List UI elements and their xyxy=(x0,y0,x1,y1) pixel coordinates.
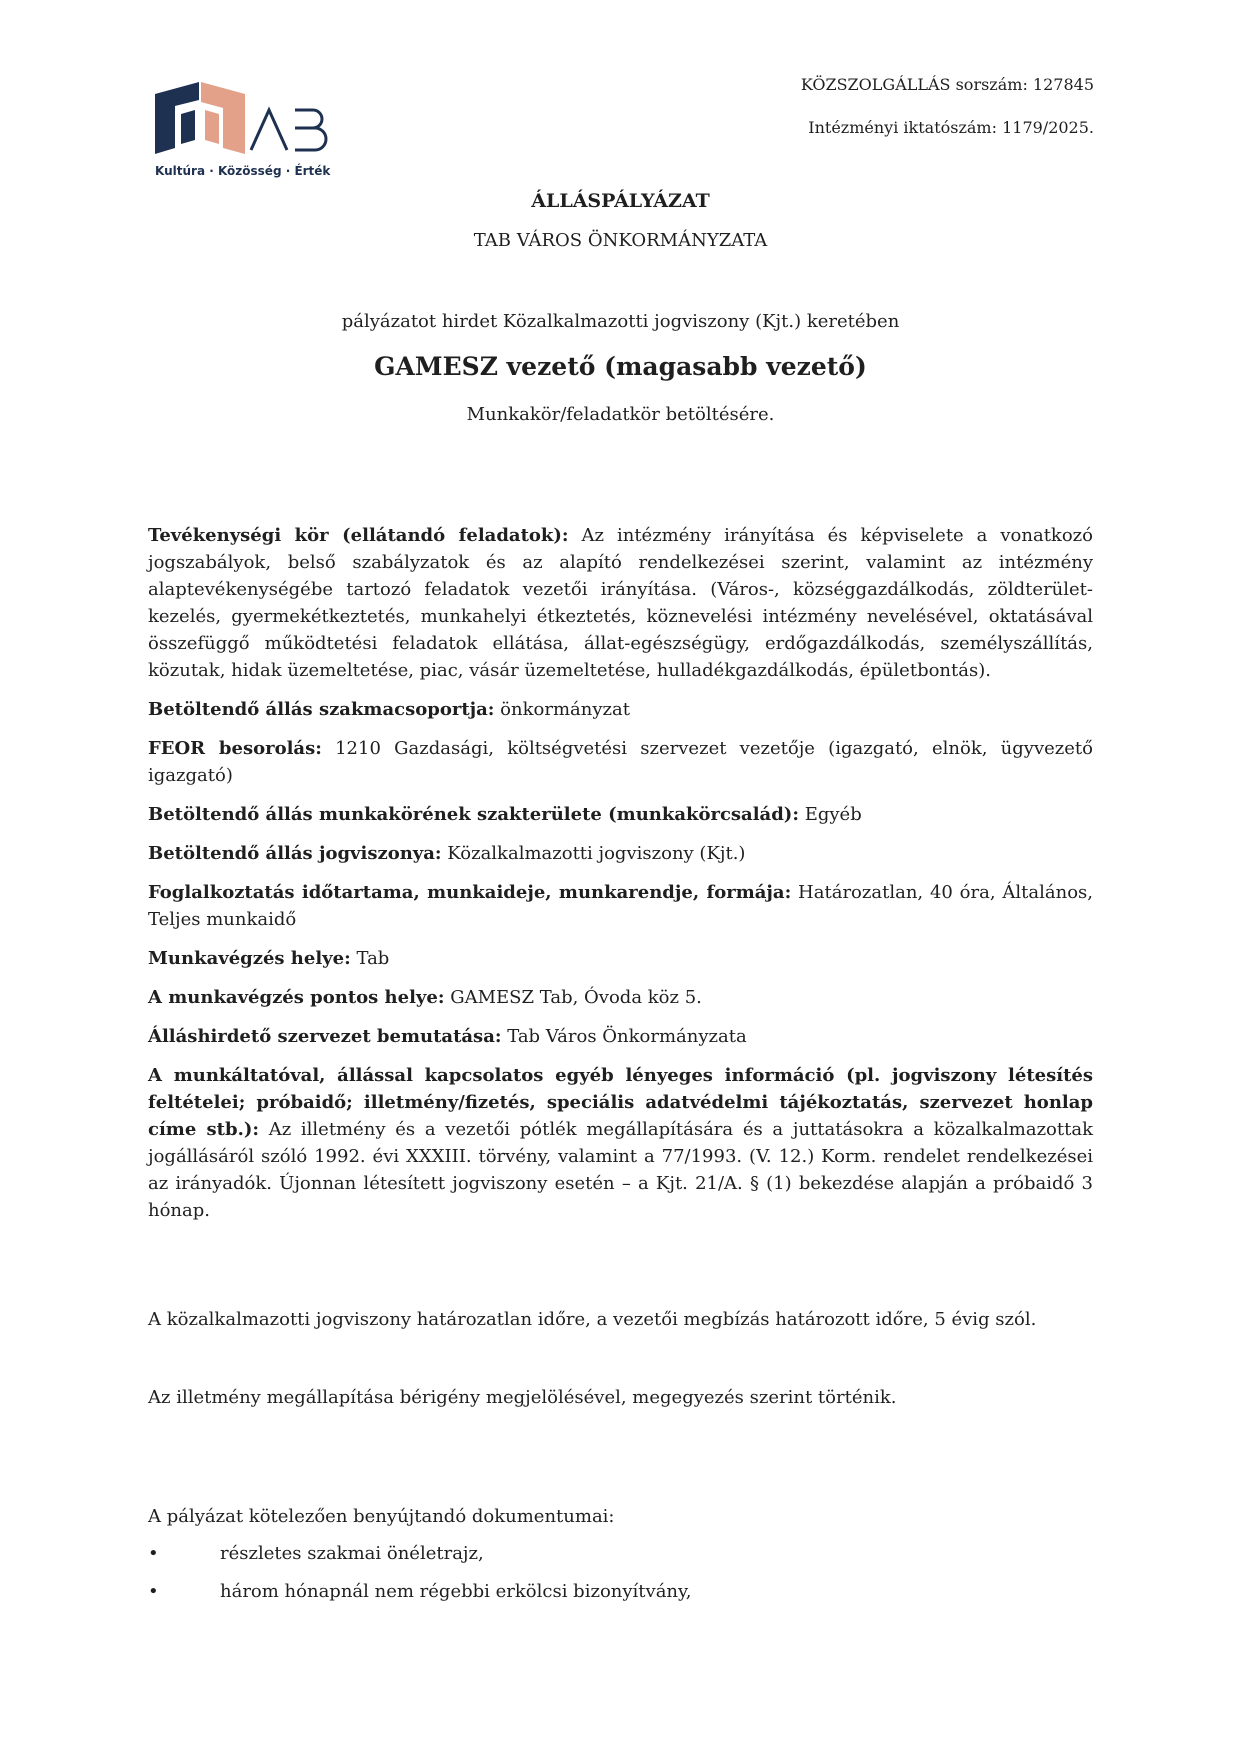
list-item: • részletes szakmai önéletrajz, xyxy=(148,1540,1093,1578)
job-title: GAMESZ vezető (magasabb vezető) xyxy=(374,352,867,381)
announcement-line: pályázatot hirdet Közalkalmazotti jogviszony (Kjt.) keretében xyxy=(341,311,900,332)
announcement-number: KÖZSZOLGÁLLÁS sorszám: 127845 xyxy=(800,75,1094,94)
field-job-family: Betöltendő állás munkakörének szakterülete (munkakörcsalád): Egyéb xyxy=(148,804,862,825)
registry-number: Intézményi iktatószám: 1179/2025. xyxy=(808,118,1094,137)
required-documents-list xyxy=(148,1540,1093,1616)
salary-paragraph: Az illetmény megállapítása bérigény megjelölésével, megegyezés szerint történik. xyxy=(148,1387,897,1408)
field-organization: Álláshirdető szervezet bemutatása: Tab Város Önkormányzata xyxy=(148,1026,747,1047)
field-activities: Tevékenységi kör (ellátandó feladatok): Az intézmény irányítása és képviselete a vonatkozó jogszabályok, belső szabályzatok és az alapító rendelkezései szerint, valamint az intézmény alaptevékenységébe tartozó feladatok vezetői irányítása. (Város-, községgazdálkodás, zöldterület-kezelés, gyermekétkeztetés, munkahelyi étkeztetés, köznevelési intézmény nevelésével, oktatásával összefüggő működtetési feladatok ellátása, állat-egészségügy, erdőgazdálkodás, személyszállítás, közutak, hidak üzemeltetése, piac, vásár üzemeltetése, hulladékgazdálkodás, épületbontás). xyxy=(148,525,1093,681)
document-type-heading: ÁLLÁSPÁLYÁZAT xyxy=(531,190,710,212)
bullet-icon: • xyxy=(148,1581,159,1602)
field-exact-workplace: A munkavégzés pontos helye: GAMESZ Tab, Óvoda köz 5. xyxy=(148,987,702,1008)
field-professional-group: Betöltendő állás szakmacsoportja: önkormányzat xyxy=(148,699,630,720)
employment-term-paragraph: A közalkalmazotti jogviszony határozatlan időre, a vezetői megbízás határozott időre, 5 évig szól. xyxy=(148,1309,1037,1330)
tab-logo xyxy=(155,82,335,182)
issuer-name: TAB VÁROS ÖNKORMÁNYZATA xyxy=(473,230,768,251)
field-other-information: A munkáltatóval, állással kapcsolatos egyéb lényeges információ (pl. jogviszony létesítés feltételei; próbaidő; illetmény/fizetés, speciális adatvédelmi tájékoztatás, szervezet honlap címe stb.): Az illetmény és a vezetői pótlék megállapítására és a juttatásokra a közalkalmazottak jogállásáról szóló 1992. évi XXXIII. törvény, valamint a 77/1993. (V. 12.) Korm. rendelet rendelkezései az irányadók. Újonnan létesített jogviszony esetén – a Kjt. 21/A. § (1) bekezdése alapján a próbaidő 3 hónap. xyxy=(148,1065,1093,1221)
field-employment-terms: Foglalkoztatás időtartama, munkaideje, munkarendje, formája: Határozatlan, 40 óra, Általános, Teljes munkaidő xyxy=(148,882,1093,930)
field-workplace: Munkavégzés helye: Tab xyxy=(148,948,390,969)
logo-tagline: Kultúra · Közösség · Érték xyxy=(155,164,331,178)
job-subtitle: Munkakör/feladatkör betöltésére. xyxy=(466,404,775,425)
field-feor: FEOR besorolás: 1210 Gazdasági, költségvetési szervezet vezetője (igazgató, elnök, ügyvezető igazgató) xyxy=(148,738,1093,786)
required-documents-intro: A pályázat kötelezően benyújtandó dokumentumai: xyxy=(148,1506,615,1527)
list-item: • három hónapnál nem régebbi erkölcsi bizonyítvány, xyxy=(148,1578,1093,1616)
job-details xyxy=(148,522,1093,1236)
tab-logo-mark-icon xyxy=(155,82,335,162)
field-legal-relationship: Betöltendő állás jogviszonya: Közalkalmazotti jogviszony (Kjt.) xyxy=(148,843,746,864)
bullet-icon: • xyxy=(148,1543,159,1564)
